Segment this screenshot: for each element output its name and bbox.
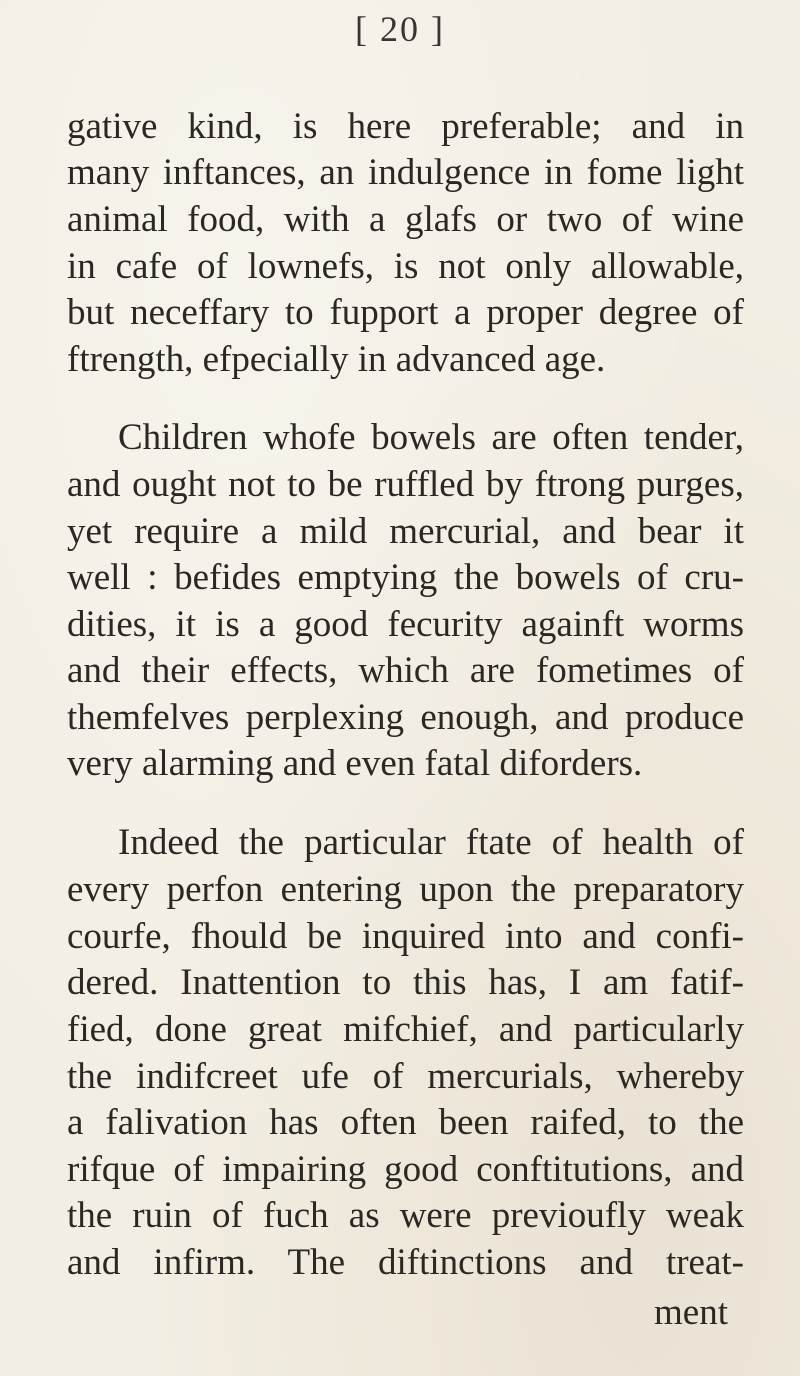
page-number: [ 20 ]	[355, 9, 445, 49]
text-line: Children whofe bowels are often tender,	[118, 417, 744, 458]
text-line: yet require a mild mercurial, and bear it	[67, 511, 744, 552]
text-line: fied, done great mifchief, and particularly	[67, 1009, 744, 1050]
text-line: very alarming and even fatal diforders.	[67, 743, 643, 784]
text-line: and their effects, which are fometimes of	[67, 650, 744, 691]
text-line: but neceffary to fupport a proper degree of	[67, 292, 744, 333]
text-line: the ruin of fuch as were previoufly weak	[67, 1195, 744, 1236]
text-line: and ought not to be ruffled by ftrong purges,	[67, 464, 744, 505]
text-line: a falivation has often been raifed, to the	[67, 1102, 744, 1143]
text-line: many inftances, an indulgence in fome light	[67, 152, 744, 193]
text-line: courfe, fhould be inquired into and confi-	[67, 916, 744, 957]
text-line: ftrength, efpecially in advanced age.	[67, 339, 606, 380]
text-line: themfelves perplexing enough, and produce	[67, 697, 744, 738]
catchword: ment	[654, 1292, 728, 1333]
text-line: in cafe of lownefs, is not only allowable,	[67, 246, 744, 287]
text-line: dities, it is a good fecurity againft worms	[67, 604, 744, 645]
text-line: rifque of impairing good conftitutions, and	[67, 1149, 744, 1190]
text-line: dered. Inattention to this has, I am fatif-	[67, 962, 744, 1003]
text-line: Indeed the particular ftate of health of	[118, 822, 744, 863]
text-line: the indifcreet ufe of mercurials, whereby	[67, 1056, 744, 1097]
text-line: well : befides emptying the bowels of cru-	[67, 557, 744, 598]
text-line: animal food, with a glafs or two of wine	[67, 199, 744, 240]
text-line: every perfon entering upon the preparatory	[67, 869, 744, 910]
text-line: gative kind, is here preferable; and in	[67, 106, 744, 147]
text-line: and infirm. The diftinctions and treat-	[67, 1242, 744, 1283]
